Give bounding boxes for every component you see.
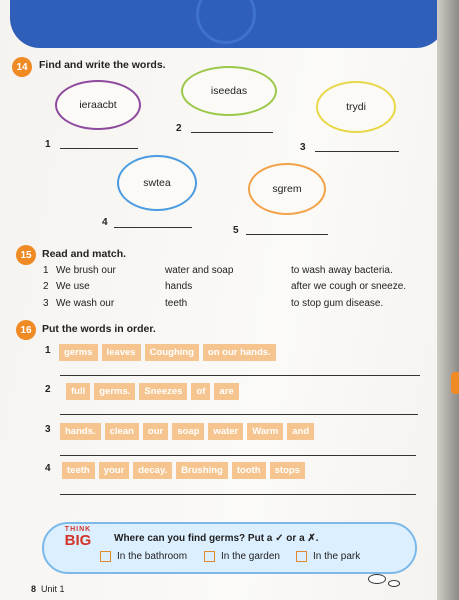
option-garden[interactable]	[204, 551, 280, 562]
word-oval-2: iseedas	[181, 66, 277, 116]
word-chip[interactable]: water	[208, 423, 243, 440]
order-answer-line-3[interactable]	[60, 455, 416, 456]
page-footer	[31, 584, 65, 594]
word-chip[interactable]: your	[99, 462, 130, 479]
order-item-2-number: 2	[45, 384, 51, 395]
order-answer-line-1[interactable]	[60, 375, 420, 376]
think-big-logo-top: THINK	[64, 526, 92, 533]
checkbox-bathroom[interactable]	[100, 551, 111, 562]
word-oval-1: ieraacbt	[55, 80, 141, 130]
thought-bubble-small	[388, 580, 400, 587]
match-row-1-end[interactable]: to wash away bacteria.	[291, 265, 393, 276]
option-bathroom[interactable]	[100, 551, 187, 562]
order-answer-line-4[interactable]	[60, 494, 416, 495]
answer-line-5[interactable]	[246, 234, 328, 235]
think-big-logo	[58, 526, 98, 548]
word-chip[interactable]: clean	[105, 423, 139, 440]
option-park[interactable]	[296, 551, 360, 562]
match-row-3-end[interactable]: to stop gum disease.	[291, 298, 384, 309]
word-chip[interactable]: Coughing	[145, 344, 199, 361]
blank-number-1: 1	[45, 139, 51, 150]
match-row-2-middle[interactable]: hands	[165, 281, 193, 292]
order-item-1-number: 1	[45, 345, 51, 356]
option-garden-label: In the garden	[221, 551, 280, 563]
think-big-question: Where can you find germs? Put a ✓ or a ✗.	[114, 533, 319, 544]
match-row-3-middle[interactable]: teeth	[165, 298, 188, 309]
order-item-4-number: 4	[45, 463, 51, 474]
word-chip[interactable]: decay.	[133, 462, 172, 479]
thought-bubble-large	[368, 574, 386, 584]
word-chip[interactable]: germs	[59, 344, 98, 361]
word-chip[interactable]: teeth	[62, 462, 95, 479]
checkbox-garden[interactable]	[204, 551, 215, 562]
word-chip[interactable]: germs.	[94, 383, 135, 400]
book-spine	[437, 0, 459, 600]
answer-line-2[interactable]	[191, 132, 273, 133]
word-oval-5: sgrem	[248, 163, 326, 215]
match-row-1-start[interactable]: We brush our	[56, 265, 116, 276]
exercise-16-number: 16	[16, 320, 36, 340]
word-chip[interactable]: hands.	[60, 423, 101, 440]
option-bathroom-label: In the bathroom	[117, 551, 188, 563]
word-chips-4	[62, 460, 309, 479]
word-chip[interactable]: on our hands.	[203, 344, 276, 361]
word-chip[interactable]: soap	[172, 423, 204, 440]
match-row-2-number: 2	[43, 281, 49, 292]
word-chip[interactable]: stops	[270, 462, 305, 479]
blank-number-3: 3	[300, 142, 306, 153]
word-chip[interactable]: full	[66, 383, 90, 400]
word-chips-1	[59, 342, 280, 361]
exercise-15-number: 15	[16, 245, 36, 265]
top-banner	[10, 0, 446, 48]
word-chip[interactable]: of	[191, 383, 210, 400]
order-answer-line-2[interactable]	[60, 414, 418, 415]
match-row-2-start[interactable]: We use	[56, 281, 90, 292]
unit-label: Unit 1	[41, 584, 65, 594]
match-row-1-number: 1	[43, 265, 49, 276]
blank-number-5: 5	[233, 225, 239, 236]
word-oval-3: trydi	[316, 81, 396, 133]
checkbox-park[interactable]	[296, 551, 307, 562]
blank-number-4: 4	[102, 217, 108, 228]
word-oval-4: swtea	[117, 155, 197, 211]
option-park-label: In the park	[313, 551, 361, 563]
order-item-3-number: 3	[45, 424, 51, 435]
word-chip[interactable]: are	[214, 383, 238, 400]
word-chip[interactable]: leaves	[102, 344, 141, 361]
word-chip[interactable]: tooth	[232, 462, 266, 479]
word-chip[interactable]: Sneezes	[139, 383, 187, 400]
word-chip[interactable]: and	[287, 423, 314, 440]
blank-number-2: 2	[176, 123, 182, 134]
word-chip[interactable]: Warm	[247, 423, 283, 440]
page-number: 8	[31, 584, 37, 594]
word-chip[interactable]: Brushing	[176, 462, 228, 479]
match-row-3-start[interactable]: We wash our	[56, 298, 115, 309]
exercise-14-number: 14	[12, 57, 32, 77]
think-big-logo-bottom: BIG	[64, 532, 92, 549]
word-chip[interactable]: our	[143, 423, 168, 440]
think-big-cloud	[42, 522, 417, 574]
match-row-3-number: 3	[43, 298, 49, 309]
answer-line-1[interactable]	[60, 148, 138, 149]
page-tab	[451, 372, 459, 394]
exercise-15-title: Read and match.	[42, 248, 127, 260]
exercise-16-title: Put the words in order.	[42, 323, 156, 335]
word-chips-3	[60, 421, 318, 440]
word-chips-2	[66, 381, 243, 400]
answer-line-3[interactable]	[315, 151, 399, 152]
exercise-14-title: Find and write the words.	[39, 59, 166, 71]
match-row-2-end[interactable]: after we cough or sneeze.	[291, 281, 407, 292]
globe-decoration	[196, 0, 256, 44]
answer-line-4[interactable]	[114, 227, 192, 228]
match-row-1-middle[interactable]: water and soap	[165, 265, 234, 276]
